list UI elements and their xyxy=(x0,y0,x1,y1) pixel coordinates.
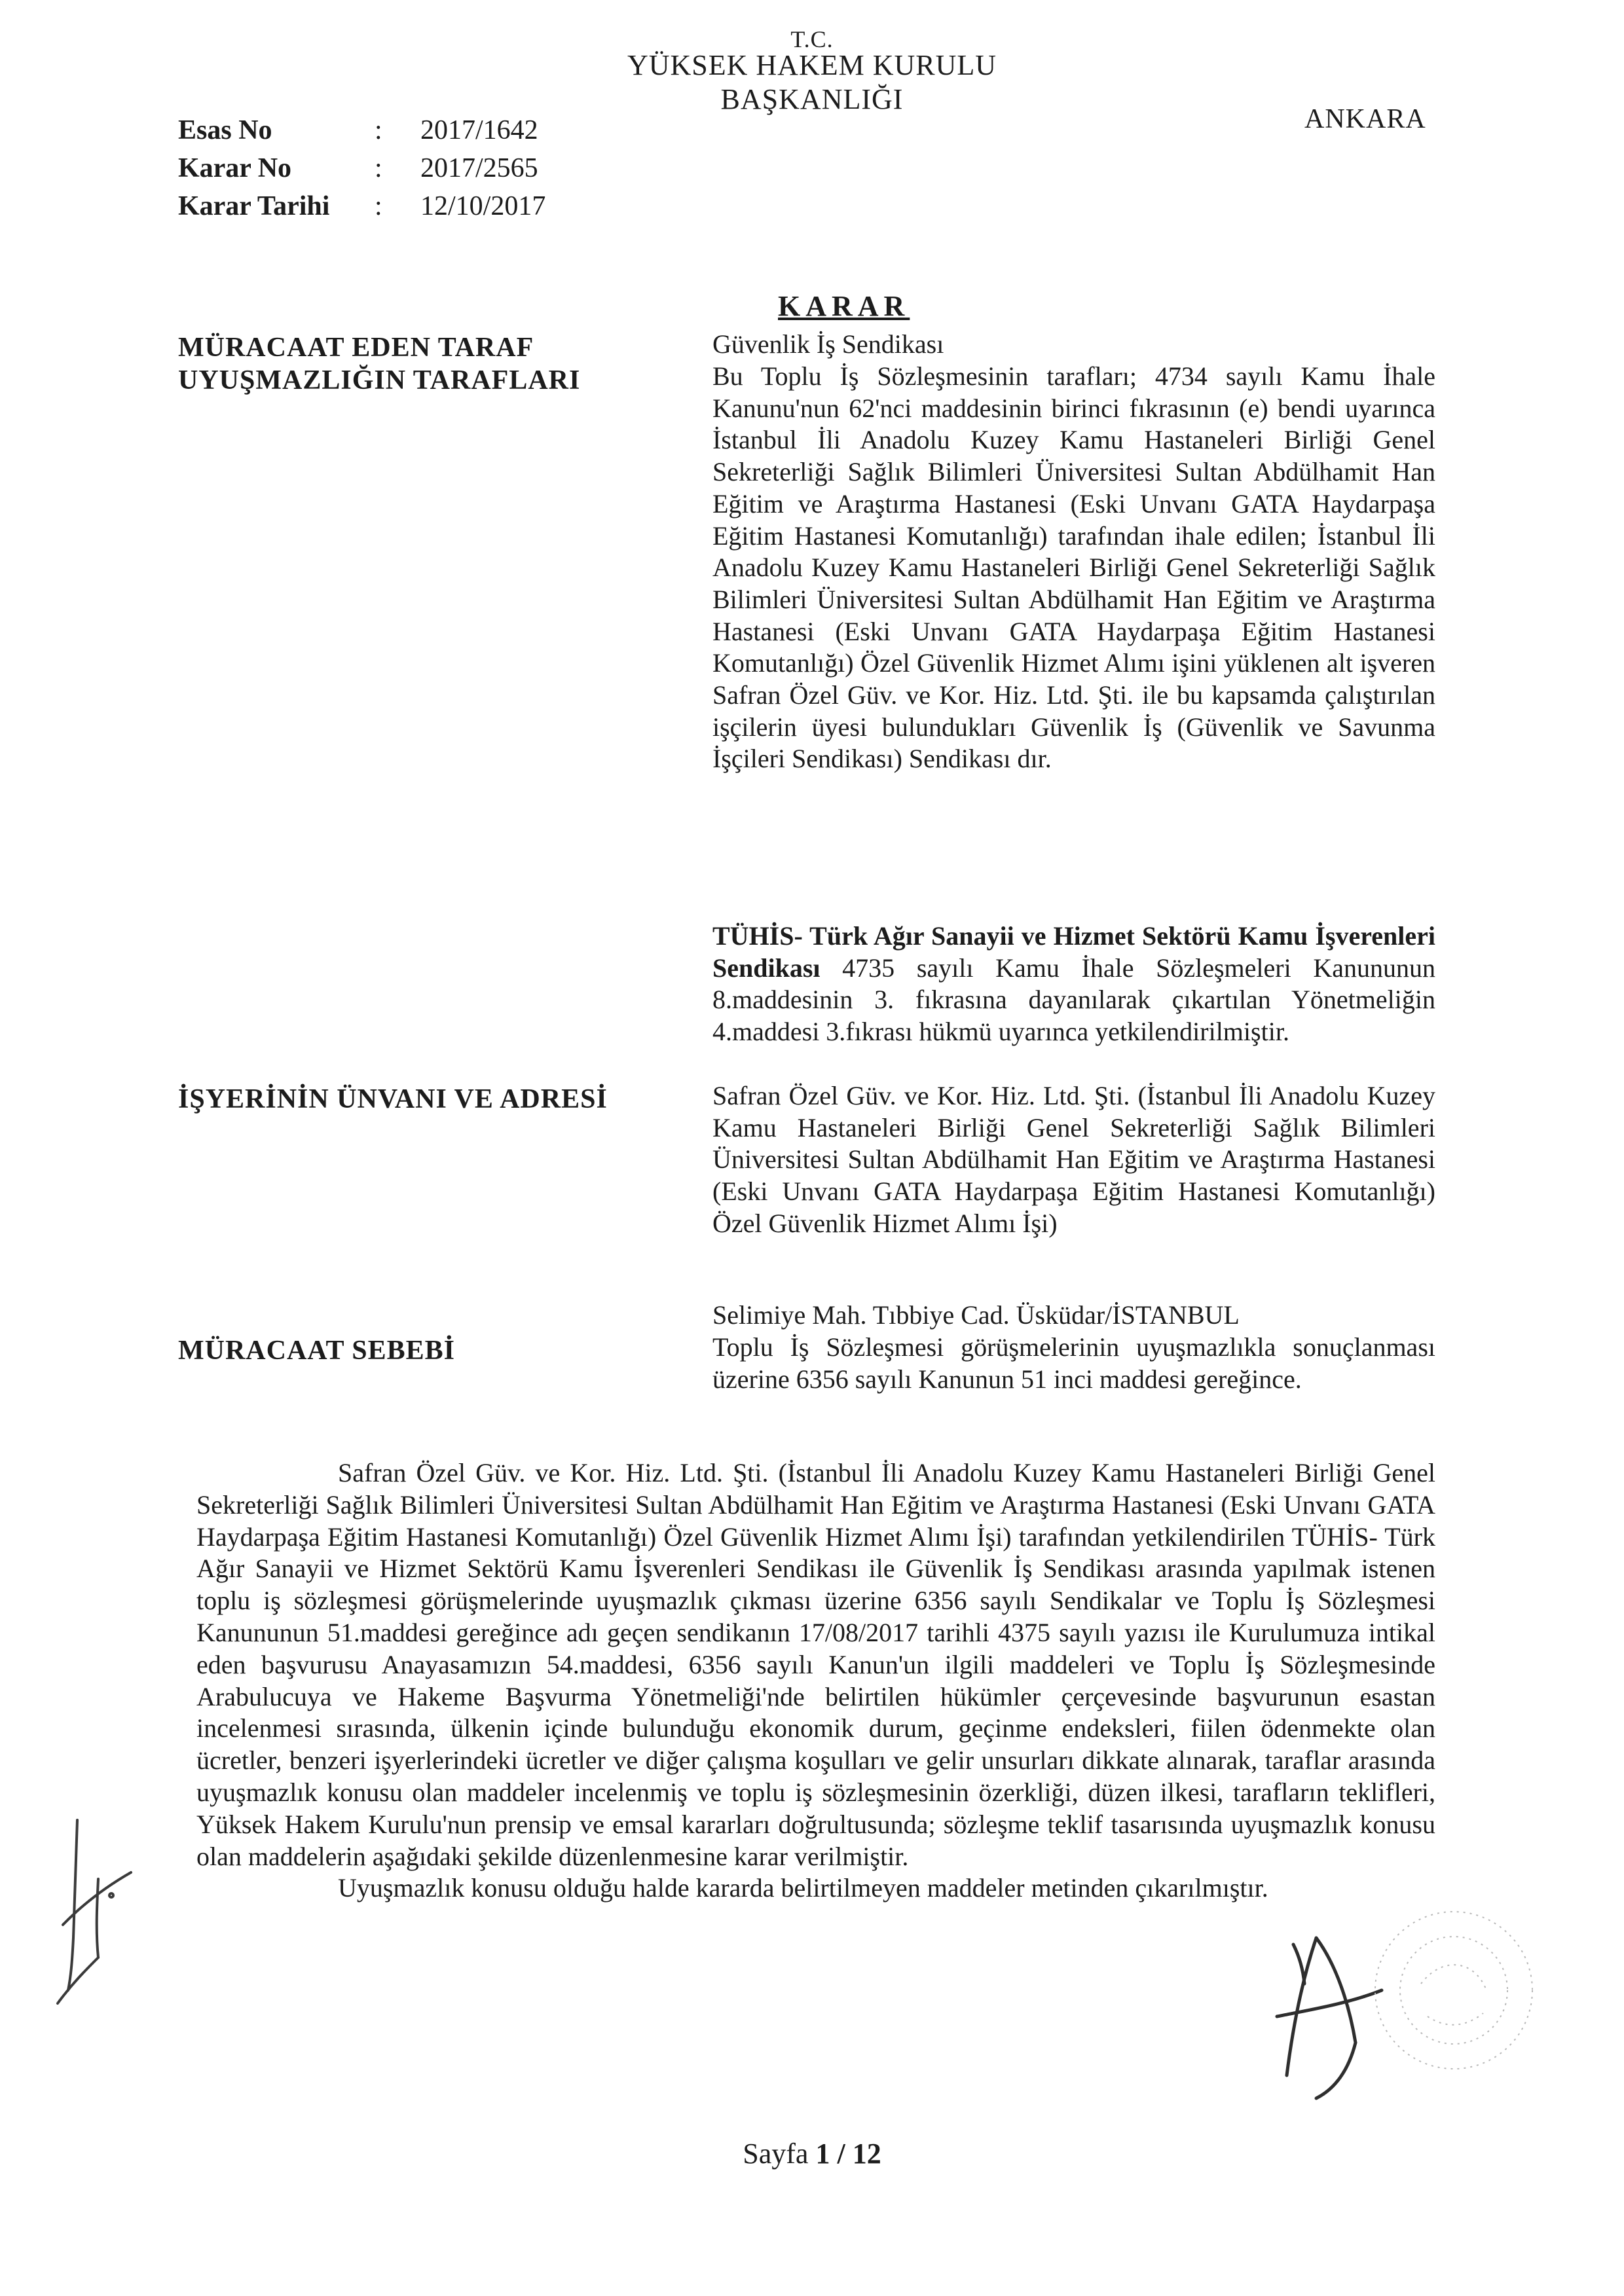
meta-label: Karar No xyxy=(178,153,292,183)
body-paragraph: Uyuşmazlık konusu olduğu halde kararda belirtilmeyen maddeler metinden çıkarılmıştır. xyxy=(338,1873,1268,1903)
meta-label: Esas No xyxy=(178,115,272,145)
applicant-label: MÜRACAAT EDEN TARAF xyxy=(178,333,534,363)
employer-name: TÜHİS- Türk Ağır Sanayii ve Hizmet Sektörü Kamu İşverenleri Sendikası xyxy=(712,921,1435,983)
left-margin-initial-signature xyxy=(58,1820,131,2003)
right-bottom-signature xyxy=(1277,1938,1382,2098)
institution-name: YÜKSEK HAKEM KURULU xyxy=(627,49,997,81)
applicant-value: Güvenlik İş Sendikası xyxy=(712,329,944,359)
decision-title: KARAR xyxy=(778,290,910,322)
reason-label: MÜRACAAT SEBEBİ xyxy=(178,1336,456,1366)
reason-text: Toplu İş Sözleşmesi görüşmelerinin uyuşmazlıkla sonuçlanması üzerine 6356 sayılı Kanunun 51 inci maddesi gereğince. xyxy=(712,1332,1435,1394)
parties-text: Bu Toplu İş Sözleşmesinin tarafları; 4734 sayılı Kamu İhale Kanunu'nun 62'nci maddesinin birinci fıkrasının (e) bendi uyarınca İstanbul İli Anadolu Kuzey Kamu Hastaneleri Birliği Genel Sekreterliği Sağlık Bilimleri Üniversitesi Sultan Abdülhamit Han Eğitim ve Araştırma Hastanesi (Eski Unvanı GATA Haydarpaşa Eğitim Hastanesi Komutanlığı) tarafından ihale edilen; İstanbul İli Anadolu Kuzey Kamu Hastaneleri Birliği Genel Sekreterliği Sağlık Bilimleri Üniversitesi Sultan Abdülhamit Han Eğitim ve Araştırma Hastanesi (Eski Unvanı GATA Haydarpaşa Eğitim Hastanesi Komutanlığı) Özel Güvenlik Hizmet Alımı işini yüklenen alt işveren Safran Özel Güv. ve Kor. Hiz. Ltd. Şti. ile bu kapsamda çalıştırılan işçilerin üyesi bulundukları Güvenlik İş (Güvenlik ve Savunma İşçileri Sendikası) Sendikası dır. xyxy=(712,361,1435,774)
meta-separator: : xyxy=(375,191,382,221)
page-separator: / xyxy=(830,2138,853,2170)
meta-separator: : xyxy=(375,115,382,145)
institution-department: BAŞKANLIĞI xyxy=(720,83,904,115)
employer-authorization: 4735 sayılı Kamu İhale Sözleşmeleri Kanununun 8.maddesinin 3. fıkrasına dayanılarak çıkartılan Yönetmeliğin 4.maddesi 3.fıkrası hükmü uyarınca yetkilendirilmiştir. xyxy=(712,953,1435,1047)
header-top-fragment: T.C. xyxy=(790,26,834,52)
page-prefix: Sayfa xyxy=(743,2138,816,2170)
meta-value: 2017/1642 xyxy=(420,115,538,145)
workplace-label: İŞYERİNİN ÜNVANI VE ADRESİ xyxy=(178,1084,608,1114)
parties-label: UYUŞMAZLIĞIN TARAFLARI xyxy=(178,365,581,395)
workplace-text: Safran Özel Güv. ve Kor. Hiz. Ltd. Şti. (İstanbul İli Anadolu Kuzey Kamu Hastaneleri Birliği Genel Sekreterliği Sağlık Bilimleri Üniversitesi Sultan Abdülhamit Han Eğitim ve Araştırma Hastanesi (Eski Unvanı GATA Haydarpaşa Eğitim Hastanesi Komutanlığı) Özel Güvenlik Hizmet Alımı İşi) xyxy=(712,1081,1435,1238)
body-paragraph: Safran Özel Güv. ve Kor. Hiz. Ltd. Şti. (İstanbul İli Anadolu Kuzey Kamu Hastaneleri Birliği Genel Sekreterliği Sağlık Bilimleri Üniversitesi Sultan Abdülhamit Han Eğitim ve Araştırma Hastanesi (Eski Unvanı GATA Haydarpaşa Eğitim Hastanesi Komutanlığı) Özel Güvenlik Hizmet Alımı İşi) tarafından yetkilendirilen TÜHİS- Türk Ağır Sanayii ve Hizmet Sektörü Kamu İşverenleri Sendikası ile Güvenlik İş Sendikası arasında yapılmak istenen toplu iş sözleşmesi görüşmelerinde uyuşmazlık çıkması üzerine 6356 sayılı Sendikalar ve Toplu İş Sözleşmesi Kanununun 51.maddesi gereğince adı geçen sendikanın 17/08/2017 tarihli 4375 sayılı yazısı ile Kurulumuza intikal eden başvurusu Anayasamızın 54.maddesi, 6356 sayılı Kanun'un ilgili maddeleri ve Toplu İş Sözleşmesinde Arabulucuya ve Hakeme Başvurma Yönetmeliği'nde belirtilen hükümler çerçevesinde başvurunun esastan incelenmesi sırasında, ülkenin içinde bulunduğu ekonomik durum, geçinme endeksleri, fiilen ödenmekte olan ücretler, benzeri işyerlerindeki ücretler ve diğer çalışma koşulları ve gelir unsurları dikkate alınarak, taraflar arasında uyuşmazlık konusu olan maddeler incelenmiş ve toplu iş sözleşmesinin özerkliği, düzen ilkesi, tarafların teklifleri, Yüksek Hakem Kurulu'nun prensip ve emsal kararları doğrultusunda; sözleşme teklif tasarısında uyuşmazlık konusu olan maddelerin aşağıdaki şekilde düzenlenmesine karar verilmiştir. xyxy=(196,1458,1435,1871)
page-total: 12 xyxy=(852,2138,881,2170)
meta-separator: : xyxy=(375,153,382,183)
workplace-address: Selimiye Mah. Tıbbiye Cad. Üsküdar/İSTANBUL xyxy=(712,1300,1240,1330)
city-label: ANKARA xyxy=(1304,104,1426,134)
meta-value: 12/10/2017 xyxy=(420,191,546,221)
page-current: 1 xyxy=(815,2138,830,2170)
meta-label: Karar Tarihi xyxy=(178,191,330,221)
meta-value: 2017/2565 xyxy=(420,153,538,183)
faint-seal-stamp xyxy=(1375,1912,1532,2069)
